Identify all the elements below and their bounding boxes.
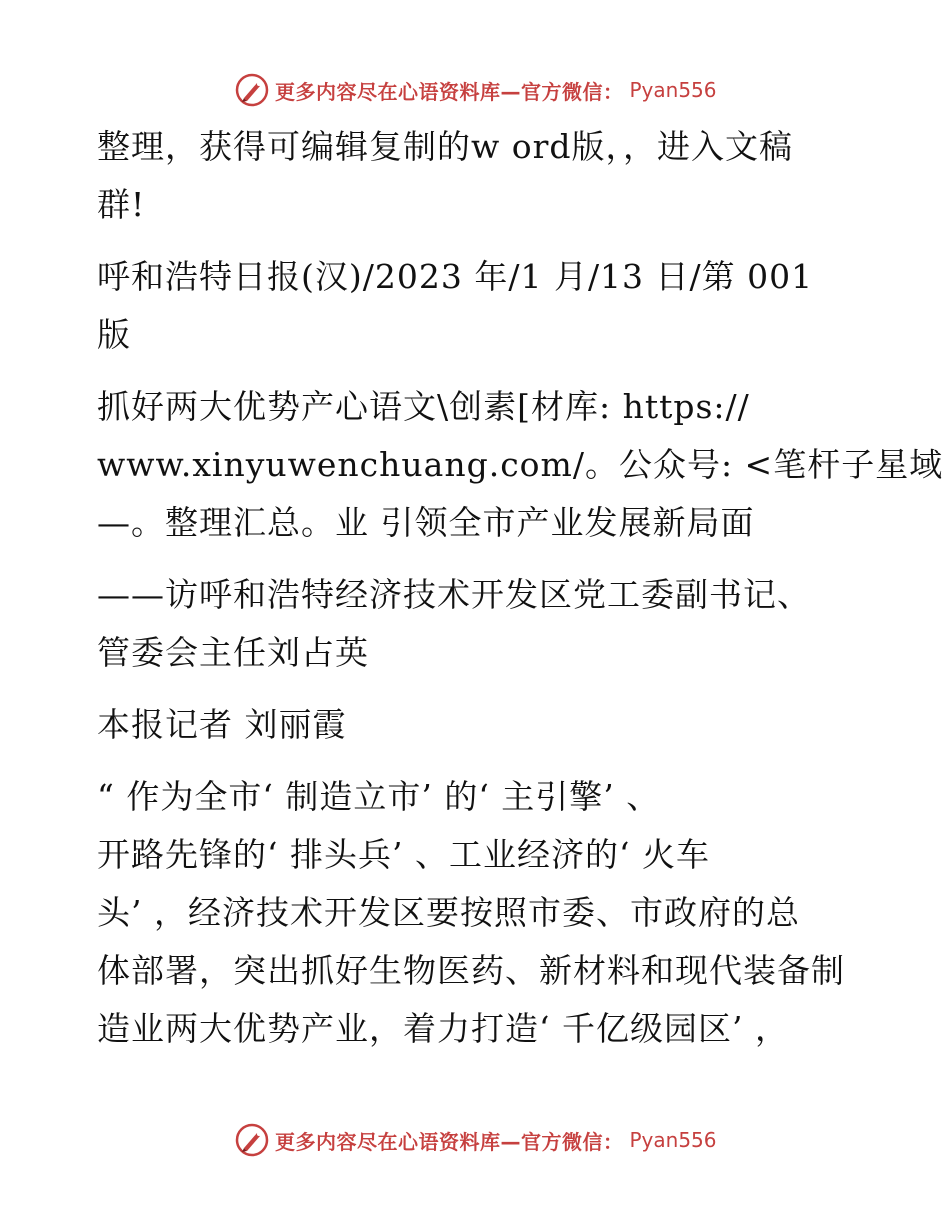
pen-logo-icon bbox=[235, 73, 269, 107]
text-line: 头’ ，经济技术开发区要按照市委、市政府的总 bbox=[97, 893, 800, 932]
text-line: 造业两大优势产业，着力打造‘ 千亿级园区’ ， bbox=[97, 1009, 789, 1048]
text-line: 抓好两大优势产心语文\创素[材库: https:// bbox=[97, 387, 750, 426]
text-line: 版 bbox=[97, 315, 131, 354]
watermark-wechat: Pyan556 bbox=[629, 1128, 717, 1152]
watermark-text: 更多内容尽在心语资料库—官方微信： bbox=[275, 1129, 624, 1154]
text-line: 体部署，突出抓好生物医药、新材料和现代装备制 bbox=[97, 951, 845, 990]
paragraph-source bbox=[97, 248, 857, 364]
article-body bbox=[97, 118, 944, 1058]
paragraph-byline bbox=[97, 696, 857, 754]
text-line: 整理，获得可编辑复制的w ord版，，进入文稿 bbox=[97, 127, 794, 166]
text-line: 开路先锋的‘ 排头兵’ 、工业经济的‘ 火车 bbox=[97, 835, 710, 874]
watermark-wechat: Pyan556 bbox=[629, 78, 717, 102]
pen-logo-icon bbox=[235, 1123, 269, 1157]
text-line: www.xinyuwenchuang.com/。公众号: <笔杆子星域 bbox=[97, 445, 944, 484]
text-line: 管委会主任刘占英 bbox=[97, 633, 369, 672]
text-line: 群! bbox=[97, 185, 146, 224]
text-line: —。整理汇总。业 引领全市产业发展新局面 bbox=[97, 503, 755, 542]
paragraph-intro bbox=[97, 118, 857, 234]
header-watermark bbox=[235, 72, 717, 108]
text-line: 本报记者 刘丽霞 bbox=[97, 705, 347, 744]
text-line: ——访呼和浩特经济技术开发区党工委副书记、 bbox=[97, 575, 811, 614]
paragraph-headline bbox=[97, 378, 944, 552]
footer-watermark bbox=[235, 1122, 717, 1158]
text-line: 呼和浩特日报(汉)/2023 年/1 月/13 日/第 001 bbox=[97, 257, 814, 296]
paragraph-body bbox=[97, 768, 857, 1058]
watermark-text: 更多内容尽在心语资料库—官方微信： bbox=[275, 79, 624, 104]
text-line: “ 作为全市‘ 制造立市’ 的‘ 主引擎’ 、 bbox=[97, 777, 661, 816]
paragraph-subtitle bbox=[97, 566, 857, 682]
